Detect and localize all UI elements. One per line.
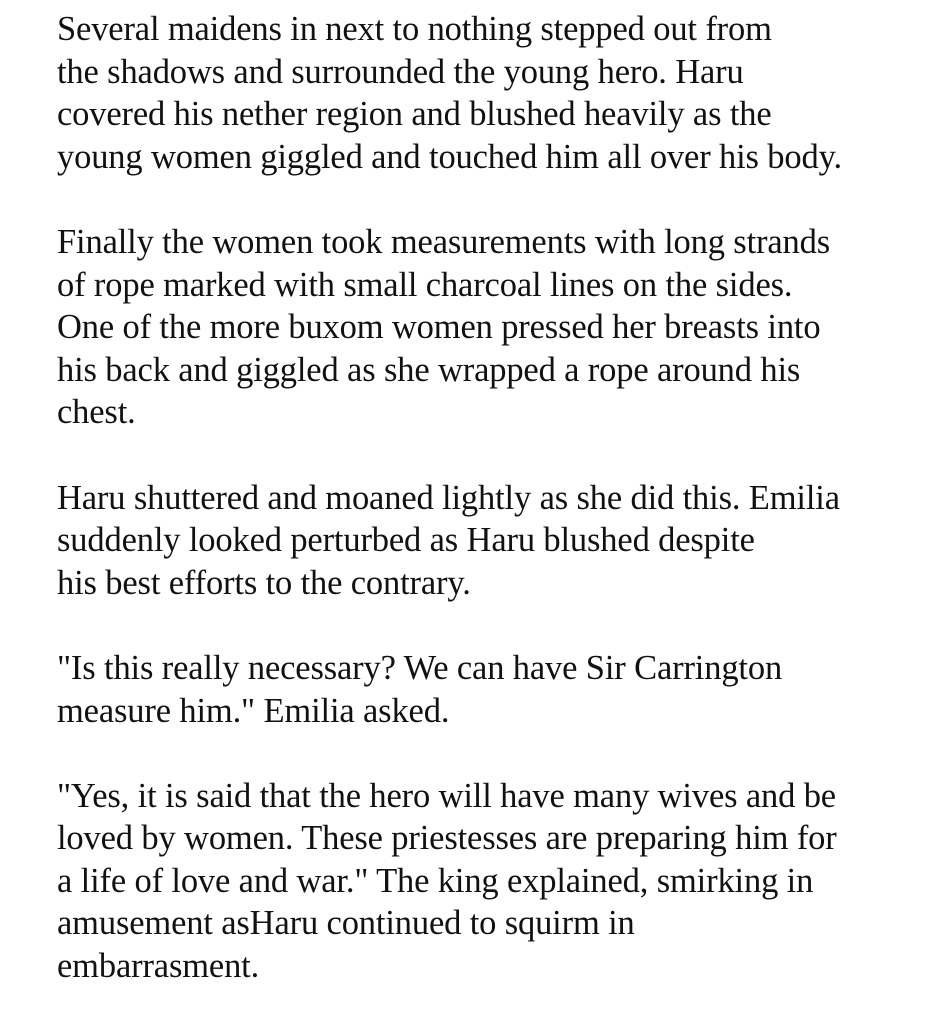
text-line: amusement asHaru continued to squirm in (57, 904, 635, 943)
text-line: One of the more buxom women pressed her breasts into (57, 308, 821, 347)
text-line: young women giggled and touched him all over his body. (57, 137, 842, 176)
text-line: chest. (57, 393, 136, 432)
paragraph-4 (57, 647, 929, 732)
text-line: covered his nether region and blushed heavily as the (57, 95, 772, 134)
text-line: Several maidens in next to nothing stepped out from (57, 10, 772, 48)
text-line: the shadows and surrounded the young hero. Haru (57, 52, 744, 91)
text-line: "Is this really necessary? We can have Sir Carrington (57, 648, 783, 687)
text-line: Haru shuttered and moaned lightly as she did this. Emilia (57, 478, 840, 517)
text-line: loved by women. These priestesses are preparing him for (57, 819, 837, 858)
text-line: his back and giggled as she wrapped a rope around his (57, 350, 801, 389)
text-line: of rope marked with small charcoal lines on the sides. (57, 265, 793, 304)
text-line: Finally the women took measurements with long strands (57, 222, 830, 261)
story-page (57, 8, 929, 1030)
text-line: suddenly looked perturbed as Haru blushed despite (57, 521, 755, 560)
text-line: embarrasment. (57, 947, 260, 986)
text-line: "Yes, it is said that the hero will have many wives and be (57, 776, 836, 815)
text-line: his best efforts to the contrary. (57, 563, 471, 602)
paragraph-3 (57, 477, 929, 605)
paragraph-1 (57, 8, 929, 178)
paragraph-2 (57, 221, 929, 434)
text-line: a life of love and war." The king explained, smirking in (57, 861, 814, 900)
paragraph-5 (57, 775, 929, 988)
text-line: measure him." Emilia asked. (57, 691, 450, 730)
